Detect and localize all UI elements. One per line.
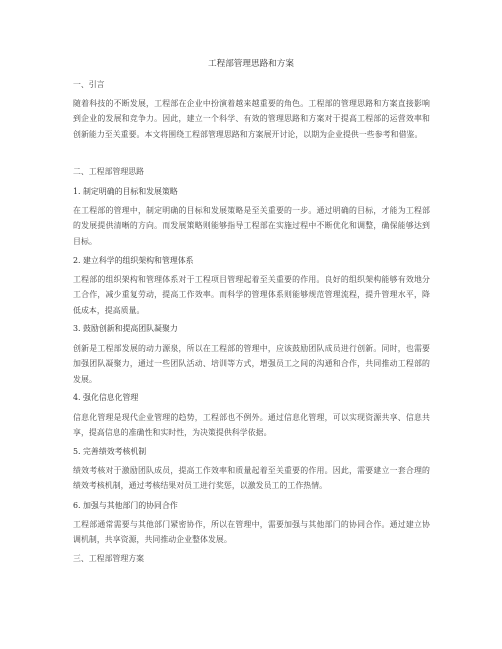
- item-title-2: 2. 建立科学的组织架构和管理体系: [73, 256, 194, 265]
- item-paragraph-4: 信息化管理是现代企业管理的趋势，工程部也不例外。通过信息化管理，可以实现资源共享、信息共享，提高信息的准确性和实时性，为决策提供科学依据。: [73, 413, 430, 438]
- section-heading-ideas: 二、工程部管理思路: [73, 167, 145, 176]
- document-title: 工程部管理思路和方案: [208, 59, 294, 69]
- section-heading-intro: 一、引言: [73, 80, 105, 89]
- item-paragraph-1: 在工程部的管理中，制定明确的目标和发展策略是至关重要的一步。通过明确的目标，才能为工程部的发展提供清晰的方向。而发展策略则能够指导工程部在实施过程中不断优化和调整，确保能够达到目标。: [73, 206, 430, 246]
- item-title-6: 6. 加强与其他部门的协同合作: [73, 501, 178, 510]
- item-title-4: 4. 强化信息化管理: [73, 393, 139, 402]
- item-paragraph-5: 绩效考核对于激励团队成员，提高工作效率和质量起着至关重要的作用。因此，需要建立一套合理的绩效考核机制，通过考核结果对员工进行奖惩，以激发员工的工作热情。: [73, 466, 430, 491]
- item-paragraph-3: 创新是工程部发展的动力源泉，所以在工程部的管理中，应该鼓励团队成员进行创新。同时，也需要加强团队凝聚力，通过一些团队活动、培训等方式，增强员工之间的沟通和合作，共同推动工程部的发展。: [73, 344, 430, 384]
- item-title-3: 3. 鼓励创新和提高团队凝聚力: [73, 324, 178, 333]
- item-paragraph-2: 工程部的组织架构和管理体系对于工程项目管理起着至关重要的作用。良好的组织架构能够有效地分工合作，减少重复劳动，提高工作效率。而科学的管理体系则能够规范管理流程，提升管理水平，降低成本，提高质量。: [73, 275, 430, 315]
- item-title-1: 1. 制定明确的目标和发展策略: [73, 187, 178, 196]
- item-title-5: 5. 完善绩效考核机制: [73, 447, 147, 456]
- item-paragraph-6: 工程部通常需要与其他部门紧密协作，所以在管理中，需要加强与其他部门的协同合作。通过建立协调机制，共享资源，共同推动企业整体发展。: [73, 520, 430, 545]
- intro-paragraph: 随着科技的不断发展，工程部在企业中扮演着越来越重要的角色。工程部的管理思路和方案直接影响到企业的发展和竞争力。因此，建立一个科学、有效的管理思路和方案对于提高工程部的运营效率和创新能力至关重要。本文将围绕工程部管理思路和方案展开讨论，以期为企业提供一些参考和借鉴。: [73, 99, 430, 139]
- section-heading-plan: 三、工程部管理方案: [73, 554, 145, 563]
